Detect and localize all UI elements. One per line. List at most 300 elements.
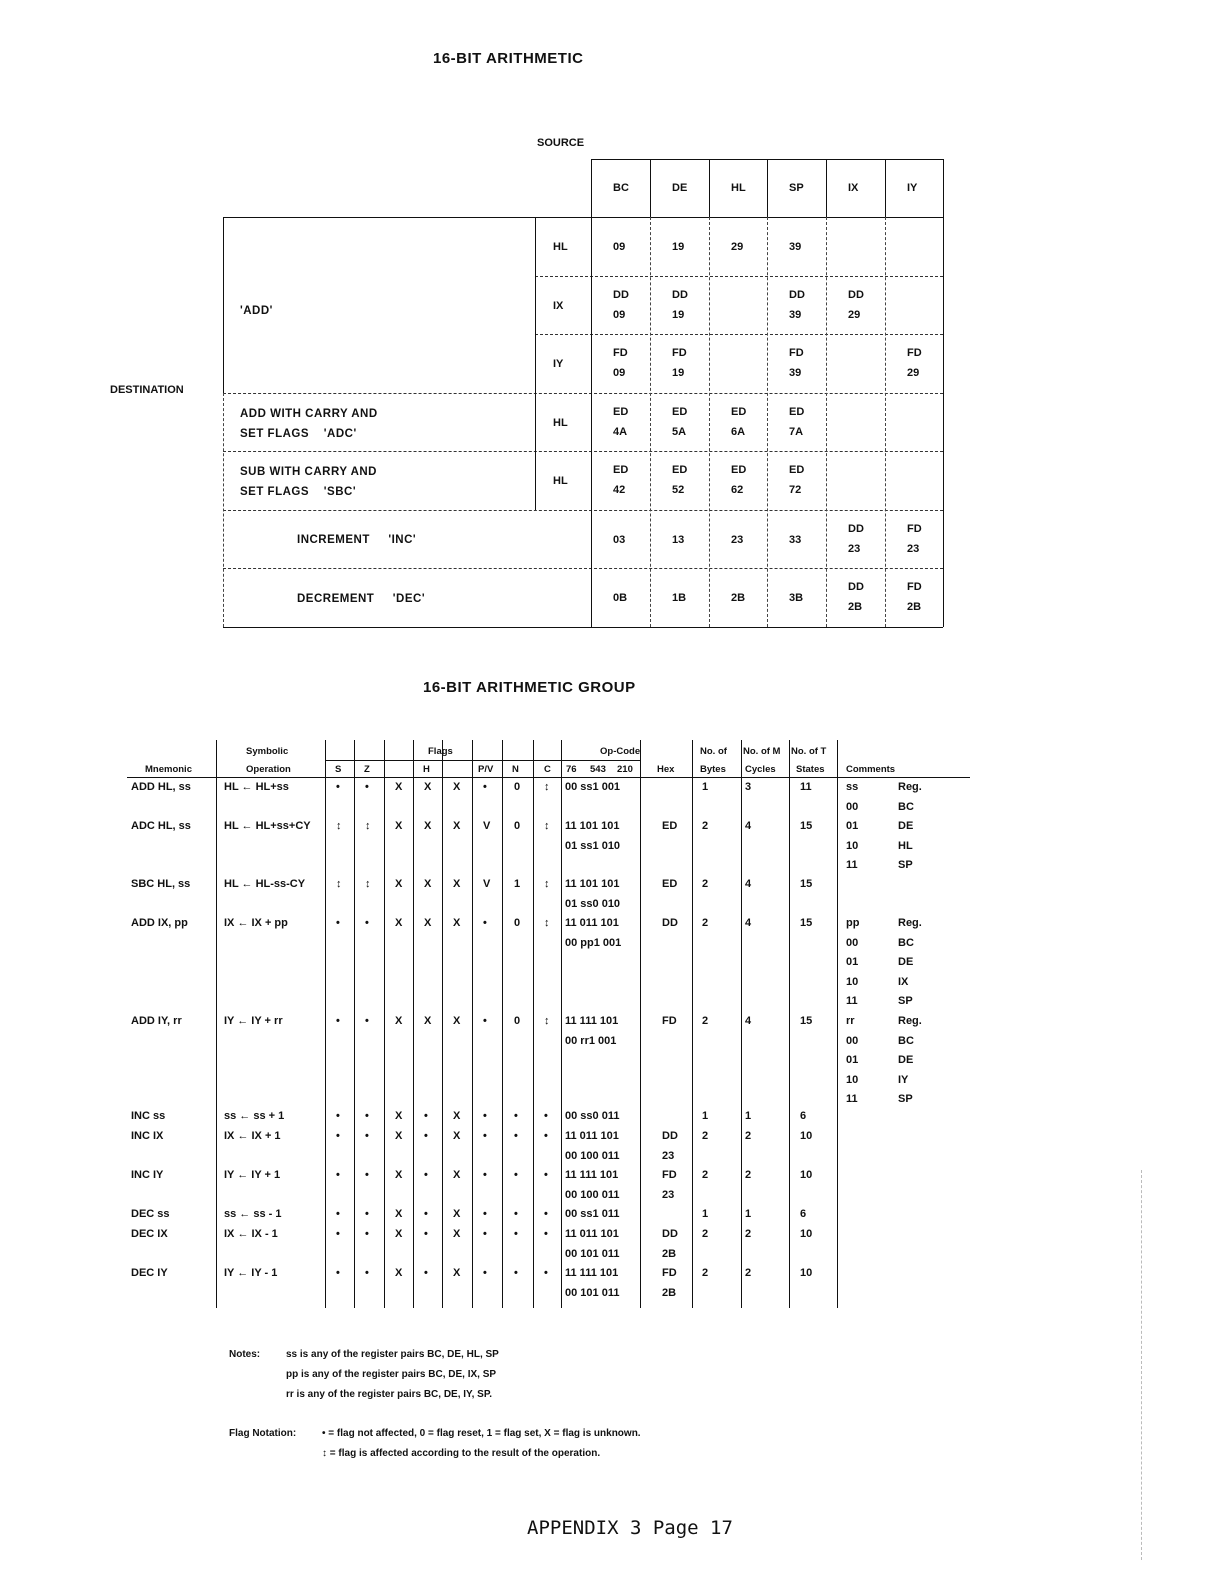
hex-cell: FD xyxy=(662,1267,677,1279)
flag-cell: 0 xyxy=(514,917,521,929)
comment-code: 00 xyxy=(846,800,859,813)
opcode-cell: DD 23 xyxy=(848,523,864,555)
table-rule xyxy=(223,568,943,569)
source-column-header: IY xyxy=(907,182,918,194)
m-cycles-cell: 2 xyxy=(745,1267,752,1279)
flag-cell: • xyxy=(424,1267,428,1279)
source-column-header: DE xyxy=(672,182,688,194)
hex-cell: 23 xyxy=(662,1149,675,1162)
table-rule xyxy=(650,159,651,217)
table-rule xyxy=(640,740,641,1308)
comment-code: 00 xyxy=(846,1034,859,1047)
flag-cell: • xyxy=(336,1228,340,1240)
t-states-cell: 10 xyxy=(800,1267,813,1279)
row-destination-label: HL xyxy=(553,475,568,487)
flag-cell: ↕ xyxy=(544,781,550,793)
opcode-cell: 13 xyxy=(672,534,685,546)
flag-cell: • xyxy=(424,1228,428,1240)
flag-cell: ↕ xyxy=(544,878,550,890)
flag-cell: 0 xyxy=(514,1015,521,1027)
mnemonic-cell: ADD IY, rr xyxy=(131,1015,182,1027)
m-cycles-cell: 2 xyxy=(745,1130,752,1142)
comment-register: SP xyxy=(898,1093,913,1105)
flag-cell: ↕ xyxy=(365,878,371,890)
flag-cell: • xyxy=(365,1208,369,1220)
flag-cell: X xyxy=(453,1208,461,1220)
table-rule xyxy=(885,217,886,627)
t-states-cell: 15 xyxy=(800,1015,813,1027)
table-rule xyxy=(533,740,534,1308)
hex-cell: FD xyxy=(662,1169,677,1181)
opcode-cell: 09 xyxy=(613,241,626,253)
opcode-cell: 29 xyxy=(731,241,744,253)
comment-register: DE xyxy=(898,820,914,832)
flag-cell: X xyxy=(424,917,432,929)
comment-register: BC xyxy=(898,936,914,949)
flag-cell: • xyxy=(336,1208,340,1220)
flag-cell: • xyxy=(336,1267,340,1279)
table-rule xyxy=(741,740,742,1308)
header-mnemonic: Mnemonic xyxy=(145,764,192,775)
comment-register: DE xyxy=(898,956,914,968)
comment-code: ss xyxy=(846,781,859,793)
flag-cell: • xyxy=(365,1169,369,1181)
bytes-cell: 2 xyxy=(702,1169,709,1181)
hex-cell: DD xyxy=(662,1228,678,1240)
flag-cell: ↕ xyxy=(336,878,342,890)
symbolic-operation-cell: HL ← HL-ss-CY xyxy=(224,878,306,890)
table-rule xyxy=(535,217,536,510)
row-destination-label: HL xyxy=(553,417,568,429)
m-cycles-cell: 2 xyxy=(745,1228,752,1240)
note-line: ss is any of the register pairs BC, DE, HL, SP xyxy=(286,1349,499,1360)
table-rule xyxy=(384,740,385,1308)
table-rule xyxy=(789,740,790,1308)
flag-cell: X xyxy=(395,781,403,793)
mnemonic-cell: DEC IX xyxy=(131,1228,168,1240)
m-cycles-cell: 2 xyxy=(745,1169,752,1181)
table-rule xyxy=(535,276,943,277)
flag-cell: • xyxy=(365,1267,369,1279)
flag-cell: ↕ xyxy=(544,917,550,929)
margin-rule xyxy=(1141,1170,1142,1560)
notes-label: Notes: xyxy=(229,1349,261,1360)
header-flag-col: Z xyxy=(364,764,370,775)
flag-cell: • xyxy=(544,1130,548,1142)
comment-register: Reg. xyxy=(898,917,922,929)
comment-code: 11 xyxy=(846,995,858,1007)
flag-cell: V xyxy=(483,820,491,832)
comment-code: 01 xyxy=(846,1054,859,1066)
flag-cell: • xyxy=(483,1015,487,1027)
row-destination-label: IX xyxy=(553,300,564,312)
comment-register: Reg. xyxy=(898,781,922,793)
bytes-cell: 1 xyxy=(702,781,709,793)
symbolic-operation-cell: IX ← IX + 1 xyxy=(224,1130,281,1142)
flag-cell: X xyxy=(424,1015,432,1027)
flag-cell: • xyxy=(336,1015,340,1027)
table-rule xyxy=(223,510,943,511)
bytes-cell: 2 xyxy=(702,820,709,832)
t-states-cell: 10 xyxy=(800,1130,813,1142)
flag-cell: ↕ xyxy=(544,1015,550,1027)
header-comments: Comments xyxy=(846,764,896,775)
hex-cell: DD xyxy=(662,1130,678,1142)
opcode-cell: FD 39 xyxy=(789,347,804,379)
flag-cell: X xyxy=(395,1110,403,1122)
flag-cell: • xyxy=(365,1228,369,1240)
symbolic-operation-cell: HL ← HL+ss xyxy=(224,781,289,793)
row-destination-label: IY xyxy=(553,358,564,370)
hex-cell: 23 xyxy=(662,1188,675,1201)
flag-cell: X xyxy=(453,781,461,793)
hex-cell: 2B xyxy=(662,1286,677,1299)
flag-cell: • xyxy=(544,1110,548,1122)
m-cycles-cell: 1 xyxy=(745,1110,752,1122)
opcode-cell: DD 29 xyxy=(848,289,864,321)
table-rule xyxy=(767,217,768,627)
opcode-cell: 3B xyxy=(789,592,804,604)
header-flag-col: S xyxy=(335,764,342,775)
comment-code: 01 xyxy=(846,820,859,832)
comment-register: SP xyxy=(898,995,913,1007)
opcode-bits-cell: 00 ss0 011 xyxy=(565,1110,620,1122)
opcode-bits-cell: 00 ss1 011 xyxy=(565,1208,620,1220)
table-rule xyxy=(216,740,217,1308)
symbolic-operation-cell: HL ← HL+ss+CY xyxy=(224,820,311,832)
row-operation-label: ADD WITH CARRY AND SET FLAGS 'ADC' xyxy=(240,408,378,440)
flag-cell: • xyxy=(365,781,369,793)
flag-cell: • xyxy=(365,917,369,929)
opcode-cell: ED 52 xyxy=(672,464,688,496)
header-symbolic: Symbolic xyxy=(246,746,289,757)
flag-cell: • xyxy=(514,1130,518,1142)
row-destination-label: HL xyxy=(553,241,568,253)
comment-register: DE xyxy=(898,1054,914,1066)
source-column-header: HL xyxy=(731,182,746,194)
table-rule xyxy=(943,159,944,217)
mnemonic-cell: DEC ss xyxy=(131,1208,170,1220)
flag-cell: • xyxy=(336,1110,340,1122)
table-rule xyxy=(223,217,224,393)
m-cycles-cell: 1 xyxy=(745,1208,752,1220)
comment-code: rr xyxy=(846,1015,855,1027)
symbolic-operation-cell: IX ← IX + pp xyxy=(224,917,288,929)
table-rule xyxy=(413,740,414,1308)
opcode-cell: 39 xyxy=(789,241,802,253)
opcode-cell: ED 4A xyxy=(613,406,629,438)
flag-cell: • xyxy=(336,1130,340,1142)
source-column-header: SP xyxy=(789,182,804,194)
flag-cell: X xyxy=(453,1267,461,1279)
hex-cell: ED xyxy=(662,820,678,832)
comment-code: pp xyxy=(846,917,860,929)
flag-cell: X xyxy=(395,917,403,929)
flag-cell: • xyxy=(514,1228,518,1240)
comment-code: 01 xyxy=(846,956,859,968)
header-flag-col: P/V xyxy=(478,764,494,775)
flag-cell: X xyxy=(395,1208,403,1220)
opcode-cell: ED 5A xyxy=(672,406,688,438)
table-rule xyxy=(502,740,503,1308)
comment-register: SP xyxy=(898,859,913,871)
opcode-cell: DD 2B xyxy=(848,581,864,613)
flag-cell: • xyxy=(483,781,487,793)
opcode-cell: FD 23 xyxy=(907,523,922,555)
comment-register: Reg. xyxy=(898,1015,922,1027)
opcode-cell: DD 39 xyxy=(789,289,805,321)
flag-cell: • xyxy=(424,1208,428,1220)
flag-notation-line: • = flag not affected, 0 = flag reset, 1 = flag set, X = flag is unknown. xyxy=(322,1428,641,1439)
table-rule xyxy=(650,217,651,627)
header-opcode-bits: 543 xyxy=(590,764,606,775)
opcode-cell: ED 6A xyxy=(731,406,747,438)
section-title-16bit-arithmetic: 16-BIT ARITHMETIC xyxy=(433,50,584,67)
mnemonic-cell: INC IX xyxy=(131,1130,164,1142)
header-opcode-bits: 210 xyxy=(617,764,633,775)
table-rule xyxy=(885,159,886,217)
opcode-cell: ED 62 xyxy=(731,464,747,496)
flag-cell: ↕ xyxy=(544,820,550,832)
table-rule xyxy=(472,740,473,1308)
opcode-bits-cell: 11 111 101 xyxy=(565,1015,619,1027)
table-rule xyxy=(709,217,710,627)
bytes-cell: 2 xyxy=(702,878,709,890)
flag-notation-line: ↕ = flag is affected according to the result of the operation. xyxy=(322,1448,601,1459)
m-cycles-cell: 4 xyxy=(745,820,752,832)
symbolic-operation-cell: IY ← IY - 1 xyxy=(224,1267,278,1279)
flag-cell: X xyxy=(395,820,403,832)
t-states-cell: 6 xyxy=(800,1110,807,1122)
comment-code: 10 xyxy=(846,1073,859,1086)
opcode-bits-cell: 00 ss1 001 xyxy=(565,781,621,793)
row-operation-label: INCREMENT 'INC' xyxy=(297,534,417,546)
t-states-cell: 10 xyxy=(800,1228,813,1240)
flag-cell: X xyxy=(395,1130,403,1142)
comment-register: IX xyxy=(898,975,909,988)
t-states-cell: 10 xyxy=(800,1169,813,1181)
table-rule xyxy=(223,627,943,628)
opcode-bits-cell: 11 101 101 xyxy=(565,878,620,890)
source-label: SOURCE xyxy=(537,137,585,149)
opcode-cell: 33 xyxy=(789,534,802,546)
flag-cell: X xyxy=(424,820,432,832)
bytes-cell: 2 xyxy=(702,1130,709,1142)
flag-cell: • xyxy=(483,1169,487,1181)
hex-cell: FD xyxy=(662,1015,677,1027)
table-rule xyxy=(591,217,592,627)
opcode-cell: 0B xyxy=(613,592,628,604)
opcode-cell: 1B xyxy=(672,592,687,604)
opcode-bits-cell: 00 100 011 xyxy=(565,1149,620,1162)
flag-cell: X xyxy=(395,1015,403,1027)
opcode-cell: FD 19 xyxy=(672,347,687,379)
mnemonic-cell: ADD HL, ss xyxy=(131,781,191,793)
m-cycles-cell: 3 xyxy=(745,781,752,793)
mnemonic-cell: SBC HL, ss xyxy=(131,878,191,890)
t-states-cell: 15 xyxy=(800,917,813,929)
flag-cell: X xyxy=(395,1267,403,1279)
header-flag-col: H xyxy=(423,764,430,775)
header-opcode-bits: 76 xyxy=(566,764,577,775)
page-footer: APPENDIX 3 Page 17 xyxy=(527,1517,733,1539)
flag-cell: X xyxy=(395,1169,403,1181)
flag-cell: • xyxy=(336,1169,340,1181)
table-rule xyxy=(826,159,827,217)
opcode-bits-cell: 11 111 101 xyxy=(565,1169,619,1181)
m-cycles-cell: 4 xyxy=(745,1015,752,1027)
flag-cell: • xyxy=(365,1110,369,1122)
flag-cell: • xyxy=(483,1130,487,1142)
flag-cell: X xyxy=(453,1130,461,1142)
flag-cell: ↕ xyxy=(365,820,371,832)
flag-cell: • xyxy=(424,1130,428,1142)
header-bytes: Bytes xyxy=(700,764,726,775)
table-rule xyxy=(535,334,943,335)
flag-cell: X xyxy=(453,1169,461,1181)
t-states-cell: 11 xyxy=(800,781,812,793)
symbolic-operation-cell: IY ← IY + rr xyxy=(224,1015,283,1027)
flag-cell: X xyxy=(453,820,461,832)
opcode-bits-cell: 00 100 011 xyxy=(565,1188,620,1201)
opcode-cell: ED 42 xyxy=(613,464,629,496)
symbolic-operation-cell: IX ← IX - 1 xyxy=(224,1228,278,1240)
flag-cell: X xyxy=(395,1228,403,1240)
flag-cell: • xyxy=(544,1228,548,1240)
flag-cell: V xyxy=(483,878,491,890)
mnemonic-cell: DEC IY xyxy=(131,1267,168,1279)
opcode-cell: ED 72 xyxy=(789,464,805,496)
opcode-cell: FD 2B xyxy=(907,581,922,613)
flag-cell: • xyxy=(544,1267,548,1279)
header-flag-col: C xyxy=(544,764,551,775)
comment-code: 00 xyxy=(846,936,859,949)
flag-cell: X xyxy=(453,917,461,929)
opcode-bits-cell: 00 rr1 001 xyxy=(565,1034,617,1047)
flag-cell: 0 xyxy=(514,781,521,793)
destination-label: DESTINATION xyxy=(110,384,184,396)
comment-register: BC xyxy=(898,1034,914,1047)
flag-cell: X xyxy=(453,878,461,890)
table-rule xyxy=(561,740,562,1308)
table-rule xyxy=(709,159,710,217)
opcode-cell: 19 xyxy=(672,241,685,253)
header-flags: Flags xyxy=(428,746,453,757)
flag-cell: • xyxy=(544,1169,548,1181)
flag-cell: X xyxy=(453,1110,461,1122)
flag-cell: • xyxy=(514,1169,518,1181)
table-rule xyxy=(692,740,693,1308)
table-rule xyxy=(442,740,443,1308)
header-t-states: States xyxy=(796,764,825,775)
symbolic-operation-cell: IY ← IY + 1 xyxy=(224,1169,281,1181)
t-states-cell: 6 xyxy=(800,1208,807,1220)
flag-cell: • xyxy=(483,1110,487,1122)
opcode-bits-cell: 11 111 101 xyxy=(565,1267,619,1279)
symbolic-operation-cell: ss ← ss - 1 xyxy=(224,1208,282,1220)
mnemonic-cell: INC ss xyxy=(131,1110,166,1122)
opcode-cell: FD 29 xyxy=(907,347,922,379)
flag-cell: 1 xyxy=(514,878,521,890)
header-flag-col: N xyxy=(512,764,519,775)
comment-register: IY xyxy=(898,1073,909,1086)
header-opcode: Op-Code xyxy=(600,746,641,757)
flag-cell: • xyxy=(424,1110,428,1122)
flag-cell: • xyxy=(514,1110,518,1122)
m-cycles-cell: 4 xyxy=(745,878,752,890)
mnemonic-cell: INC IY xyxy=(131,1169,164,1181)
table-rule xyxy=(223,451,943,452)
flag-cell: • xyxy=(336,781,340,793)
flag-cell: • xyxy=(483,1267,487,1279)
bytes-cell: 1 xyxy=(702,1208,709,1220)
opcode-cell: 03 xyxy=(613,534,626,546)
note-line: rr is any of the register pairs BC, DE, IY, SP. xyxy=(286,1389,493,1400)
flag-notation-label: Flag Notation: xyxy=(229,1428,297,1439)
m-cycles-cell: 4 xyxy=(745,917,752,929)
row-operation-label: DECREMENT 'DEC' xyxy=(297,593,426,605)
row-operation-label: 'ADD' xyxy=(240,305,273,317)
opcode-cell: 23 xyxy=(731,534,744,546)
opcode-cell: ED 7A xyxy=(789,406,805,438)
table-rule xyxy=(837,740,838,1308)
source-column-header: BC xyxy=(613,182,629,194)
flag-cell: • xyxy=(483,1228,487,1240)
flag-cell: 0 xyxy=(514,820,521,832)
opcode-cell: DD 19 xyxy=(672,289,688,321)
note-line: pp is any of the register pairs BC, DE, IX, SP xyxy=(286,1369,497,1380)
bytes-cell: 1 xyxy=(702,1110,709,1122)
flag-cell: X xyxy=(424,781,432,793)
table-rule xyxy=(223,393,943,394)
bytes-cell: 2 xyxy=(702,1267,709,1279)
flag-cell: • xyxy=(544,1208,548,1220)
flag-cell: • xyxy=(483,917,487,929)
symbolic-operation-cell: ss ← ss + 1 xyxy=(224,1110,285,1122)
header-m-cycles: No. of M xyxy=(743,746,781,757)
comment-code: 11 xyxy=(846,1093,858,1105)
hex-cell: DD xyxy=(662,917,678,929)
comment-register: HL xyxy=(898,839,913,852)
t-states-cell: 15 xyxy=(800,878,813,890)
opcode-bits-cell: 00 101 011 xyxy=(565,1247,620,1260)
header-m-cycles: Cycles xyxy=(745,764,776,775)
header-hex: Hex xyxy=(657,764,675,775)
flag-cell: X xyxy=(424,878,432,890)
section-title-16bit-arithmetic-group: 16-BIT ARITHMETIC GROUP xyxy=(423,679,636,696)
bytes-cell: 2 xyxy=(702,1228,709,1240)
opcode-bits-cell: 11 011 101 xyxy=(565,1130,619,1142)
opcode-bits-cell: 01 ss0 010 xyxy=(565,897,621,910)
table-rule xyxy=(325,740,326,1308)
opcode-bits-cell: 01 ss1 010 xyxy=(565,839,621,852)
bytes-cell: 2 xyxy=(702,917,709,929)
opcode-bits-cell: 11 011 101 xyxy=(565,917,619,929)
source-column-header: IX xyxy=(848,182,859,194)
opcode-cell: 2B xyxy=(731,592,746,604)
flag-cell: X xyxy=(453,1015,461,1027)
t-states-cell: 15 xyxy=(800,820,813,832)
comment-register: BC xyxy=(898,800,914,813)
table-rule xyxy=(223,393,224,627)
table-rule xyxy=(591,159,592,217)
opcode-cell: DD 09 xyxy=(613,289,629,321)
header-t-states: No. of T xyxy=(791,746,827,757)
flag-cell: X xyxy=(453,1228,461,1240)
header-bytes: No. of xyxy=(700,746,727,757)
opcode-bits-cell: 11 011 101 xyxy=(565,1228,619,1240)
hex-cell: 2B xyxy=(662,1247,677,1260)
